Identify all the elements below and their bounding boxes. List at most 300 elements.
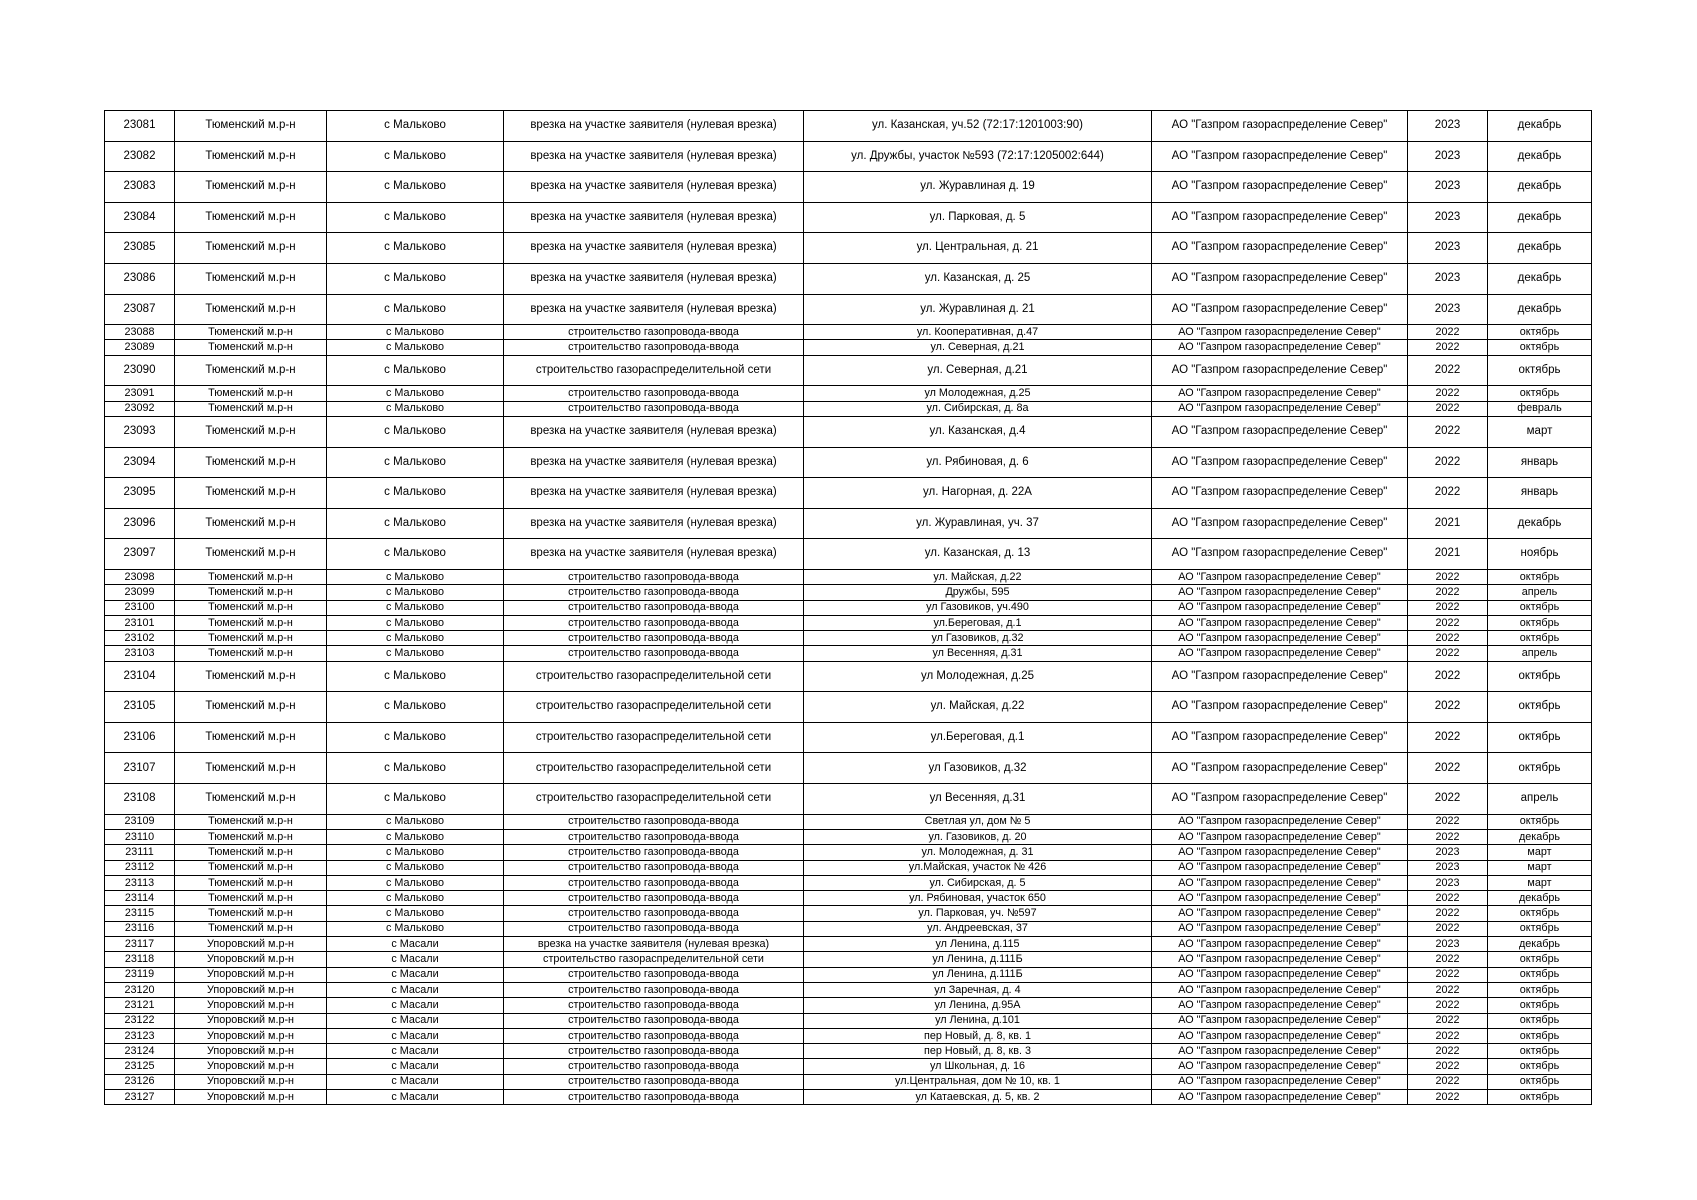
- table-row: [105, 829, 1592, 844]
- cell-month: октябрь: [1488, 753, 1592, 784]
- cell-settlement: с Масали: [327, 967, 504, 982]
- cell-address: ул. Парковая, уч. №597: [804, 906, 1152, 921]
- cell-number: 23127: [105, 1090, 175, 1105]
- cell-number: 23111: [105, 845, 175, 860]
- cell-address: ул. Северная, д.21: [804, 340, 1152, 355]
- table-row: [105, 386, 1592, 401]
- cell-year: 2022: [1408, 1059, 1488, 1074]
- cell-settlement: с Мальково: [327, 875, 504, 890]
- cell-work-type: строительство газопровода-ввода: [504, 875, 804, 890]
- cell-organization: АО "Газпром газораспределение Север": [1152, 508, 1408, 539]
- cell-year: 2023: [1408, 233, 1488, 264]
- cell-work-type: строительство газопровода-ввода: [504, 814, 804, 829]
- table-row: [105, 1028, 1592, 1043]
- cell-organization: АО "Газпром газораспределение Север": [1152, 233, 1408, 264]
- cell-year: 2022: [1408, 1028, 1488, 1043]
- table-row: [105, 1074, 1592, 1089]
- cell-organization: АО "Газпром газораспределение Север": [1152, 753, 1408, 784]
- table-row: [105, 982, 1592, 997]
- cell-district: Тюменский м.р-н: [175, 141, 327, 172]
- cell-district: Тюменский м.р-н: [175, 753, 327, 784]
- cell-district: Тюменский м.р-н: [175, 784, 327, 815]
- table-row: [105, 172, 1592, 203]
- cell-address: ул.Береговая, д.1: [804, 722, 1152, 753]
- cell-district: Упоровский м.р-н: [175, 1059, 327, 1074]
- cell-number: 23112: [105, 860, 175, 875]
- table-row: [105, 906, 1592, 921]
- cell-settlement: с Мальково: [327, 202, 504, 233]
- table-row: [105, 998, 1592, 1013]
- cell-work-type: врезка на участке заявителя (нулевая врезка): [504, 416, 804, 447]
- cell-organization: АО "Газпром газораспределение Север": [1152, 447, 1408, 478]
- cell-organization: АО "Газпром газораспределение Север": [1152, 111, 1408, 142]
- cell-organization: АО "Газпром газораспределение Север": [1152, 875, 1408, 890]
- table-row: [105, 202, 1592, 233]
- cell-month: октябрь: [1488, 722, 1592, 753]
- cell-organization: АО "Газпром газораспределение Север": [1152, 294, 1408, 325]
- cell-number: 23097: [105, 539, 175, 570]
- cell-settlement: с Мальково: [327, 401, 504, 416]
- cell-settlement: с Масали: [327, 1013, 504, 1028]
- cell-settlement: с Мальково: [327, 814, 504, 829]
- cell-number: 23094: [105, 447, 175, 478]
- cell-address: ул. Сибирская, д. 8а: [804, 401, 1152, 416]
- cell-work-type: строительство газопровода-ввода: [504, 615, 804, 630]
- table-row: [105, 340, 1592, 355]
- cell-address: ул.Береговая, д.1: [804, 615, 1152, 630]
- cell-address: ул. Нагорная, д. 22А: [804, 478, 1152, 509]
- cell-year: 2023: [1408, 141, 1488, 172]
- cell-month: октябрь: [1488, 998, 1592, 1013]
- cell-settlement: с Мальково: [327, 860, 504, 875]
- cell-year: 2023: [1408, 294, 1488, 325]
- table-row: [105, 508, 1592, 539]
- cell-month: апрель: [1488, 646, 1592, 661]
- cell-settlement: с Масали: [327, 937, 504, 952]
- cell-district: Тюменский м.р-н: [175, 569, 327, 584]
- cell-number: 23085: [105, 233, 175, 264]
- table-row: [105, 600, 1592, 615]
- cell-number: 23104: [105, 661, 175, 692]
- cell-address: ул Газовиков, уч.490: [804, 600, 1152, 615]
- cell-year: 2022: [1408, 386, 1488, 401]
- cell-work-type: строительство газопровода-ввода: [504, 921, 804, 936]
- cell-number: 23109: [105, 814, 175, 829]
- cell-organization: АО "Газпром газораспределение Север": [1152, 141, 1408, 172]
- cell-address: ул Молодежная, д.25: [804, 661, 1152, 692]
- cell-organization: АО "Газпром газораспределение Север": [1152, 600, 1408, 615]
- cell-month: февраль: [1488, 401, 1592, 416]
- cell-district: Упоровский м.р-н: [175, 952, 327, 967]
- cell-district: Тюменский м.р-н: [175, 921, 327, 936]
- cell-number: 23115: [105, 906, 175, 921]
- table-row: [105, 631, 1592, 646]
- cell-year: 2022: [1408, 1090, 1488, 1105]
- cell-settlement: с Мальково: [327, 646, 504, 661]
- cell-address: ул. Майская, д.22: [804, 569, 1152, 584]
- cell-number: 23081: [105, 111, 175, 142]
- cell-address: ул. Казанская, уч.52 (72:17:1201003:90): [804, 111, 1152, 142]
- cell-settlement: с Масали: [327, 1028, 504, 1043]
- table-row: [105, 111, 1592, 142]
- cell-month: декабрь: [1488, 829, 1592, 844]
- cell-organization: АО "Газпром газораспределение Север": [1152, 860, 1408, 875]
- cell-year: 2022: [1408, 661, 1488, 692]
- cell-month: октябрь: [1488, 1028, 1592, 1043]
- cell-number: 23088: [105, 325, 175, 340]
- cell-organization: АО "Газпром газораспределение Север": [1152, 967, 1408, 982]
- cell-address: ул. Казанская, д.4: [804, 416, 1152, 447]
- cell-district: Тюменский м.р-н: [175, 478, 327, 509]
- cell-work-type: врезка на участке заявителя (нулевая врезка): [504, 263, 804, 294]
- cell-number: 23124: [105, 1044, 175, 1059]
- cell-number: 23107: [105, 753, 175, 784]
- cell-district: Тюменский м.р-н: [175, 722, 327, 753]
- cell-district: Тюменский м.р-н: [175, 615, 327, 630]
- cell-month: декабрь: [1488, 172, 1592, 203]
- cell-year: 2022: [1408, 325, 1488, 340]
- cell-settlement: с Мальково: [327, 478, 504, 509]
- cell-organization: АО "Газпром газораспределение Север": [1152, 569, 1408, 584]
- cell-address: ул Ленина, д.111Б: [804, 967, 1152, 982]
- cell-district: Тюменский м.р-н: [175, 585, 327, 600]
- cell-year: 2022: [1408, 631, 1488, 646]
- cell-district: Тюменский м.р-н: [175, 845, 327, 860]
- cell-number: 23100: [105, 600, 175, 615]
- cell-number: 23095: [105, 478, 175, 509]
- cell-month: октябрь: [1488, 967, 1592, 982]
- cell-work-type: врезка на участке заявителя (нулевая врезка): [504, 294, 804, 325]
- cell-month: октябрь: [1488, 569, 1592, 584]
- cell-number: 23086: [105, 263, 175, 294]
- cell-district: Упоровский м.р-н: [175, 1044, 327, 1059]
- cell-settlement: с Мальково: [327, 447, 504, 478]
- cell-work-type: строительство газопровода-ввода: [504, 982, 804, 997]
- cell-organization: АО "Газпром газораспределение Север": [1152, 998, 1408, 1013]
- cell-year: 2023: [1408, 845, 1488, 860]
- cell-work-type: строительство газопровода-ввода: [504, 845, 804, 860]
- cell-settlement: с Мальково: [327, 753, 504, 784]
- cell-number: 23101: [105, 615, 175, 630]
- cell-number: 23120: [105, 982, 175, 997]
- cell-month: октябрь: [1488, 1090, 1592, 1105]
- cell-address: ул. Журавлиная д. 19: [804, 172, 1152, 203]
- cell-settlement: с Мальково: [327, 921, 504, 936]
- table-row: [105, 294, 1592, 325]
- cell-number: 23091: [105, 386, 175, 401]
- cell-month: октябрь: [1488, 615, 1592, 630]
- cell-district: Упоровский м.р-н: [175, 1074, 327, 1089]
- cell-month: апрель: [1488, 585, 1592, 600]
- cell-district: Тюменский м.р-н: [175, 416, 327, 447]
- cell-settlement: с Мальково: [327, 386, 504, 401]
- cell-year: 2022: [1408, 569, 1488, 584]
- cell-organization: АО "Газпром газораспределение Север": [1152, 416, 1408, 447]
- cell-month: декабрь: [1488, 937, 1592, 952]
- cell-month: октябрь: [1488, 814, 1592, 829]
- cell-address: ул. Северная, д.21: [804, 355, 1152, 386]
- cell-work-type: строительство газопровода-ввода: [504, 646, 804, 661]
- cell-address: ул.Майская, участок № 426: [804, 860, 1152, 875]
- cell-organization: АО "Газпром газораспределение Север": [1152, 784, 1408, 815]
- cell-number: 23117: [105, 937, 175, 952]
- cell-address: ул. Рябиновая, участок 650: [804, 891, 1152, 906]
- cell-month: октябрь: [1488, 325, 1592, 340]
- cell-organization: АО "Газпром газораспределение Север": [1152, 1074, 1408, 1089]
- table-row: [105, 967, 1592, 982]
- cell-year: 2022: [1408, 906, 1488, 921]
- cell-organization: АО "Газпром газораспределение Север": [1152, 325, 1408, 340]
- cell-settlement: с Мальково: [327, 416, 504, 447]
- cell-district: Упоровский м.р-н: [175, 1013, 327, 1028]
- cell-year: 2022: [1408, 401, 1488, 416]
- cell-organization: АО "Газпром газораспределение Север": [1152, 722, 1408, 753]
- cell-month: декабрь: [1488, 202, 1592, 233]
- cell-number: 23121: [105, 998, 175, 1013]
- cell-organization: АО "Газпром газораспределение Север": [1152, 202, 1408, 233]
- table-row: [105, 722, 1592, 753]
- cell-number: 23084: [105, 202, 175, 233]
- cell-district: Тюменский м.р-н: [175, 172, 327, 203]
- cell-work-type: строительство газопровода-ввода: [504, 860, 804, 875]
- cell-month: октябрь: [1488, 1074, 1592, 1089]
- cell-work-type: строительство газопровода-ввода: [504, 585, 804, 600]
- table-row: [105, 891, 1592, 906]
- cell-district: Тюменский м.р-н: [175, 202, 327, 233]
- cell-address: ул. Казанская, д. 25: [804, 263, 1152, 294]
- cell-month: декабрь: [1488, 508, 1592, 539]
- cell-number: 23110: [105, 829, 175, 844]
- cell-settlement: с Мальково: [327, 172, 504, 203]
- table-row: [105, 845, 1592, 860]
- cell-month: март: [1488, 875, 1592, 890]
- cell-address: ул Молодежная, д.25: [804, 386, 1152, 401]
- cell-work-type: врезка на участке заявителя (нулевая врезка): [504, 937, 804, 952]
- cell-year: 2023: [1408, 937, 1488, 952]
- cell-settlement: с Мальково: [327, 263, 504, 294]
- cell-month: октябрь: [1488, 1044, 1592, 1059]
- cell-work-type: строительство газопровода-ввода: [504, 325, 804, 340]
- cell-district: Тюменский м.р-н: [175, 325, 327, 340]
- cell-work-type: строительство газопровода-ввода: [504, 1028, 804, 1043]
- cell-settlement: с Мальково: [327, 294, 504, 325]
- cell-number: 23126: [105, 1074, 175, 1089]
- table-row: [105, 416, 1592, 447]
- cell-year: 2021: [1408, 539, 1488, 570]
- cell-address: ул Ленина, д.95А: [804, 998, 1152, 1013]
- cell-address: ул. Майская, д.22: [804, 692, 1152, 723]
- cell-district: Тюменский м.р-н: [175, 600, 327, 615]
- cell-year: 2022: [1408, 829, 1488, 844]
- cell-district: Тюменский м.р-н: [175, 875, 327, 890]
- cell-number: 23123: [105, 1028, 175, 1043]
- cell-month: октябрь: [1488, 906, 1592, 921]
- cell-work-type: строительство газопровода-ввода: [504, 340, 804, 355]
- cell-organization: АО "Газпром газораспределение Север": [1152, 340, 1408, 355]
- cell-work-type: врезка на участке заявителя (нулевая врезка): [504, 172, 804, 203]
- cell-year: 2022: [1408, 998, 1488, 1013]
- cell-year: 2022: [1408, 1044, 1488, 1059]
- cell-number: 23087: [105, 294, 175, 325]
- cell-organization: АО "Газпром газораспределение Север": [1152, 172, 1408, 203]
- cell-number: 23093: [105, 416, 175, 447]
- table-row: [105, 1044, 1592, 1059]
- cell-work-type: врезка на участке заявителя (нулевая врезка): [504, 141, 804, 172]
- table-row: [105, 263, 1592, 294]
- cell-settlement: с Масали: [327, 982, 504, 997]
- cell-settlement: с Мальково: [327, 569, 504, 584]
- cell-month: март: [1488, 416, 1592, 447]
- cell-month: октябрь: [1488, 1059, 1592, 1074]
- cell-district: Тюменский м.р-н: [175, 539, 327, 570]
- cell-settlement: с Мальково: [327, 508, 504, 539]
- cell-district: Упоровский м.р-н: [175, 967, 327, 982]
- cell-number: 23103: [105, 646, 175, 661]
- cell-settlement: с Мальково: [327, 325, 504, 340]
- cell-work-type: врезка на участке заявителя (нулевая врезка): [504, 111, 804, 142]
- cell-work-type: строительство газопровода-ввода: [504, 829, 804, 844]
- cell-organization: АО "Газпром газораспределение Север": [1152, 631, 1408, 646]
- cell-year: 2022: [1408, 1013, 1488, 1028]
- table-row: [105, 325, 1592, 340]
- cell-settlement: с Мальково: [327, 829, 504, 844]
- cell-year: 2023: [1408, 860, 1488, 875]
- cell-settlement: с Мальково: [327, 585, 504, 600]
- table-row: [105, 1059, 1592, 1074]
- cell-month: декабрь: [1488, 233, 1592, 264]
- table-row: [105, 921, 1592, 936]
- cell-month: декабрь: [1488, 141, 1592, 172]
- cell-settlement: с Масали: [327, 998, 504, 1013]
- cell-address: ул. Центральная, д. 21: [804, 233, 1152, 264]
- cell-work-type: строительство газораспределительной сети: [504, 692, 804, 723]
- table-row: [105, 692, 1592, 723]
- cell-year: 2022: [1408, 692, 1488, 723]
- table-row: [105, 615, 1592, 630]
- cell-number: 23099: [105, 585, 175, 600]
- cell-month: январь: [1488, 447, 1592, 478]
- cell-month: октябрь: [1488, 921, 1592, 936]
- cell-year: 2023: [1408, 875, 1488, 890]
- cell-year: 2022: [1408, 478, 1488, 509]
- cell-work-type: строительство газопровода-ввода: [504, 631, 804, 646]
- cell-settlement: с Мальково: [327, 340, 504, 355]
- cell-address: ул Катаевская, д. 5, кв. 2: [804, 1090, 1152, 1105]
- table-row: [105, 784, 1592, 815]
- cell-address: ул Весенняя, д.31: [804, 646, 1152, 661]
- cell-year: 2022: [1408, 921, 1488, 936]
- table-row: [105, 875, 1592, 890]
- cell-district: Тюменский м.р-н: [175, 891, 327, 906]
- cell-month: март: [1488, 860, 1592, 875]
- cell-settlement: с Мальково: [327, 631, 504, 646]
- cell-month: октябрь: [1488, 952, 1592, 967]
- cell-number: 23083: [105, 172, 175, 203]
- cell-year: 2022: [1408, 600, 1488, 615]
- cell-organization: АО "Газпром газораспределение Север": [1152, 982, 1408, 997]
- cell-address: ул. Кооперативная, д.47: [804, 325, 1152, 340]
- cell-organization: АО "Газпром газораспределение Север": [1152, 1090, 1408, 1105]
- table-row: [105, 569, 1592, 584]
- cell-number: 23102: [105, 631, 175, 646]
- cell-settlement: с Мальково: [327, 141, 504, 172]
- cell-number: 23116: [105, 921, 175, 936]
- cell-year: 2022: [1408, 355, 1488, 386]
- cell-organization: АО "Газпром газораспределение Север": [1152, 1013, 1408, 1028]
- cell-settlement: с Мальково: [327, 539, 504, 570]
- cell-organization: АО "Газпром газораспределение Север": [1152, 1044, 1408, 1059]
- cell-work-type: строительство газопровода-ввода: [504, 998, 804, 1013]
- cell-year: 2022: [1408, 814, 1488, 829]
- cell-organization: АО "Газпром газораспределение Север": [1152, 585, 1408, 600]
- cell-number: 23119: [105, 967, 175, 982]
- cell-address: ул. Молодежная, д. 31: [804, 845, 1152, 860]
- cell-month: март: [1488, 845, 1592, 860]
- table-row: [105, 937, 1592, 952]
- cell-work-type: строительство газопровода-ввода: [504, 600, 804, 615]
- cell-organization: АО "Газпром газораспределение Север": [1152, 692, 1408, 723]
- cell-settlement: с Мальково: [327, 233, 504, 264]
- cell-number: 23108: [105, 784, 175, 815]
- cell-district: Тюменский м.р-н: [175, 661, 327, 692]
- cell-month: декабрь: [1488, 294, 1592, 325]
- register-table: [104, 110, 1592, 1105]
- cell-year: 2022: [1408, 416, 1488, 447]
- cell-work-type: врезка на участке заявителя (нулевая врезка): [504, 447, 804, 478]
- cell-district: Тюменский м.р-н: [175, 233, 327, 264]
- cell-work-type: строительство газопровода-ввода: [504, 401, 804, 416]
- cell-month: апрель: [1488, 784, 1592, 815]
- cell-address: ул. Журавлиная д. 21: [804, 294, 1152, 325]
- cell-month: декабрь: [1488, 263, 1592, 294]
- cell-month: ноябрь: [1488, 539, 1592, 570]
- cell-month: октябрь: [1488, 355, 1592, 386]
- table-row: [105, 860, 1592, 875]
- cell-work-type: строительство газопровода-ввода: [504, 1013, 804, 1028]
- cell-organization: АО "Газпром газораспределение Север": [1152, 646, 1408, 661]
- cell-district: Тюменский м.р-н: [175, 814, 327, 829]
- cell-address: ул. Сибирская, д. 5: [804, 875, 1152, 890]
- cell-number: 23082: [105, 141, 175, 172]
- cell-settlement: с Мальково: [327, 692, 504, 723]
- cell-district: Тюменский м.р-н: [175, 906, 327, 921]
- cell-address: ул Газовиков, д.32: [804, 753, 1152, 784]
- cell-work-type: строительство газопровода-ввода: [504, 1059, 804, 1074]
- table-row: [105, 753, 1592, 784]
- cell-month: октябрь: [1488, 982, 1592, 997]
- cell-address: ул.Центральная, дом № 10, кв. 1: [804, 1074, 1152, 1089]
- cell-district: Упоровский м.р-н: [175, 937, 327, 952]
- cell-address: ул Заречная, д. 4: [804, 982, 1152, 997]
- cell-number: 23125: [105, 1059, 175, 1074]
- cell-organization: АО "Газпром газораспределение Север": [1152, 829, 1408, 844]
- cell-settlement: с Мальково: [327, 906, 504, 921]
- cell-number: 23114: [105, 891, 175, 906]
- table-row: [105, 447, 1592, 478]
- cell-organization: АО "Газпром газораспределение Север": [1152, 814, 1408, 829]
- cell-organization: АО "Газпром газораспределение Север": [1152, 263, 1408, 294]
- cell-district: Тюменский м.р-н: [175, 386, 327, 401]
- cell-address: ул. Парковая, д. 5: [804, 202, 1152, 233]
- cell-address: пер Новый, д. 8, кв. 1: [804, 1028, 1152, 1043]
- cell-address: ул. Рябиновая, д. 6: [804, 447, 1152, 478]
- table-row: [105, 401, 1592, 416]
- cell-address: Светлая ул, дом № 5: [804, 814, 1152, 829]
- cell-work-type: строительство газопровода-ввода: [504, 1090, 804, 1105]
- cell-settlement: с Мальково: [327, 615, 504, 630]
- cell-settlement: с Мальково: [327, 891, 504, 906]
- cell-number: 23098: [105, 569, 175, 584]
